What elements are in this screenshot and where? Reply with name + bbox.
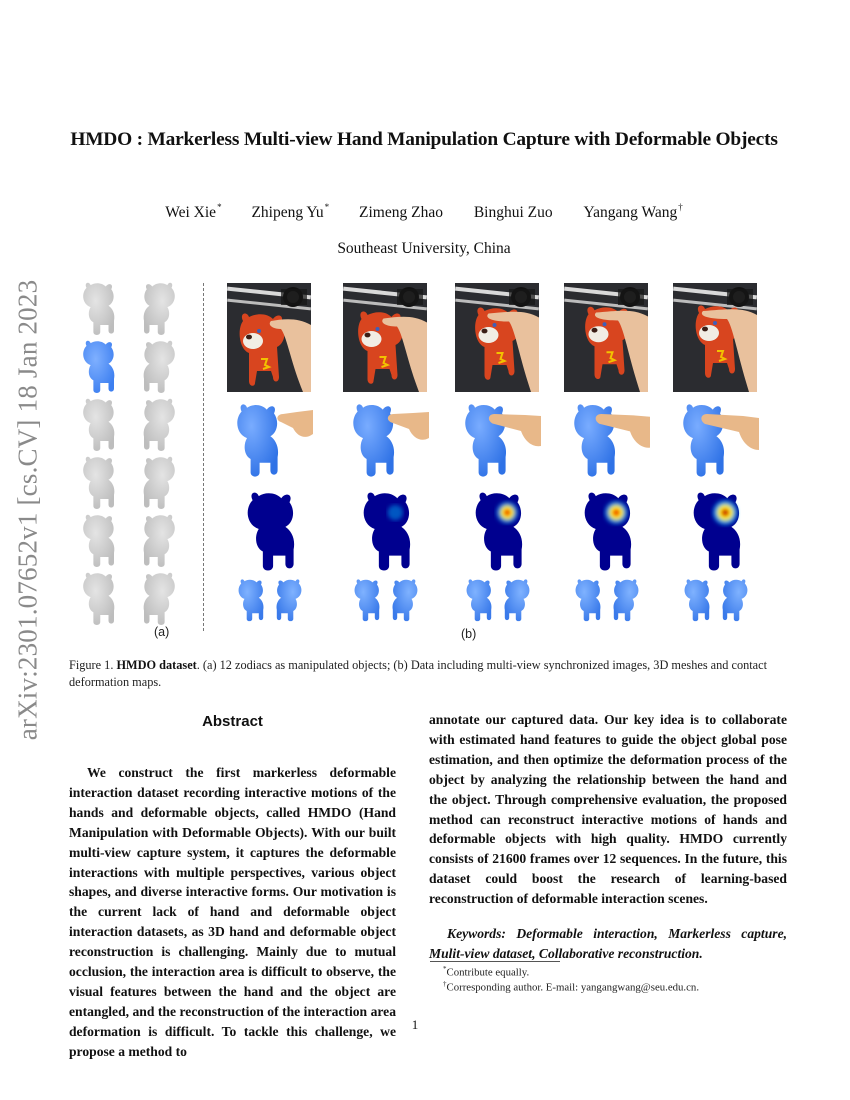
multi-view-mesh xyxy=(349,578,383,622)
multi-view-mesh xyxy=(273,578,307,622)
capture-photo xyxy=(343,283,427,392)
footnote xyxy=(443,965,529,979)
multi-view-mesh xyxy=(501,578,535,622)
subfigure-label-a: (a) xyxy=(154,625,170,639)
zodiac-object-dragon xyxy=(70,397,125,452)
zodiac-object-rabbit xyxy=(133,339,188,394)
zodiac-object-monkey xyxy=(70,513,125,568)
author-mark: * xyxy=(217,202,222,212)
reconstructed-mesh-with-hand xyxy=(225,400,313,480)
caption-text: . (a) 12 zodiacs as manipulated objects; (b) Data including multi-view synchronized images, 3D meshes and contact deformation maps. xyxy=(69,658,768,689)
figure-1 xyxy=(60,278,780,643)
capture-photo xyxy=(455,283,539,392)
zodiac-object-snake xyxy=(133,397,188,452)
zodiac-object-horse xyxy=(70,455,125,510)
arxiv-stamp-text: arXiv:2301.07652v1 [cs.CV] 18 Jan 2023 xyxy=(12,279,43,741)
footnote xyxy=(443,980,699,994)
footnote-text: Corresponding author. E-mail: yangangwang@seu.edu.cn. xyxy=(446,981,700,994)
multi-view-mesh xyxy=(233,578,267,622)
author-name: Yangang Wang xyxy=(583,204,678,221)
abstract-text-left: We construct the first markerless deformable interaction dataset recording interactive motions of the hands and deformable objects, called HMDO (Hand Manipulation with Deformable Objects). With our built multi-view capture system, it captures the deformable interactions with multiple perspectives, various object shapes, and diverse interactive forms. Our motivation is the current lack of hand and deformable object interaction datasets, as 3D hand and deformable object reconstruction is challenging. Mainly due to mutual occlusion, the interaction area is difficult to observe, the visual features between the hand and the object are entangled, and the reconstruction of the interaction area deformation is difficult. To tackle this challenge, we propose a method to xyxy=(69,765,396,1059)
multi-view-mesh xyxy=(570,578,604,622)
footnote-rule xyxy=(430,961,560,962)
author xyxy=(251,202,329,222)
abstract-heading: Abstract xyxy=(202,713,263,730)
author-name: Zhipeng Yu xyxy=(251,204,324,221)
contact-deformation-heatmap xyxy=(459,490,535,572)
multi-view-mesh xyxy=(610,578,644,622)
capture-photo xyxy=(227,283,311,392)
abstract-column-right xyxy=(429,710,787,964)
multi-view-mesh xyxy=(461,578,495,622)
author-mark: * xyxy=(324,202,330,212)
contact-deformation-heatmap xyxy=(231,490,307,572)
figure-caption xyxy=(69,657,784,691)
footnote-mark: † xyxy=(443,980,447,988)
zodiac-object-tiger xyxy=(70,339,125,394)
subfigure-label-b: (b) xyxy=(461,627,477,641)
caption-prefix: Figure 1. xyxy=(69,658,114,672)
contact-deformation-heatmap xyxy=(568,490,644,572)
reconstructed-mesh-with-hand xyxy=(671,400,759,480)
multi-view-mesh xyxy=(679,578,713,622)
capture-photo xyxy=(564,283,648,392)
author-name: Wei Xie xyxy=(165,204,217,221)
page-number: 1 xyxy=(411,1017,419,1032)
author xyxy=(359,202,444,222)
contact-deformation-heatmap xyxy=(347,490,423,572)
author-name: Binghui Zuo xyxy=(473,204,553,221)
multi-view-mesh xyxy=(389,578,423,622)
caption-bold: HMDO dataset xyxy=(116,658,197,672)
zodiac-object-pig xyxy=(133,571,188,626)
author xyxy=(165,202,221,222)
zodiac-object-goat xyxy=(133,455,188,510)
keywords: Keywords: Deformable interaction, Markerless capture, Mulit-view dataset, Collaborative reconstruction. xyxy=(429,926,787,961)
zodiac-object-rat xyxy=(70,281,125,336)
footnote-text: Contribute equally. xyxy=(446,966,530,979)
zodiac-object-dog xyxy=(70,571,125,626)
author-name: Zimeng Zhao xyxy=(359,204,443,221)
author-mark: † xyxy=(678,202,683,212)
abstract-text-right: annotate our captured data. Our key idea is to collaborate with estimated hand features to guide the object global pose estimation, and then optimize the deformation process of the object by analyzing the relationship between the hand and the object. Through comprehensive evaluation, the proposed method can reconstruct interactive motions of hands and deformable objects with high quality. HMDO currently consists of 21600 frames over 12 sequences. In the future, this dataset could boost the research of learning-based reconstruction of deformable interaction scenes. xyxy=(429,712,787,907)
affiliation: Southeast University, China xyxy=(337,240,511,257)
reconstructed-mesh-with-hand xyxy=(453,400,541,480)
footnote-mark: * xyxy=(443,965,447,973)
reconstructed-mesh-with-hand xyxy=(562,400,650,480)
figure-divider xyxy=(203,283,204,631)
capture-photo xyxy=(673,283,757,392)
zodiac-object-ox xyxy=(133,281,188,336)
contact-deformation-heatmap xyxy=(677,490,753,572)
author xyxy=(584,202,683,222)
paper-title: HMDO : Markerless Multi-view Hand Manipulation Capture with Deformable Objects xyxy=(70,129,778,150)
multi-view-mesh xyxy=(719,578,753,622)
zodiac-object-rooster xyxy=(133,513,188,568)
reconstructed-mesh-with-hand xyxy=(341,400,429,480)
author-list xyxy=(60,202,788,222)
author xyxy=(474,202,554,222)
arxiv-identifier-stamp xyxy=(8,279,48,741)
